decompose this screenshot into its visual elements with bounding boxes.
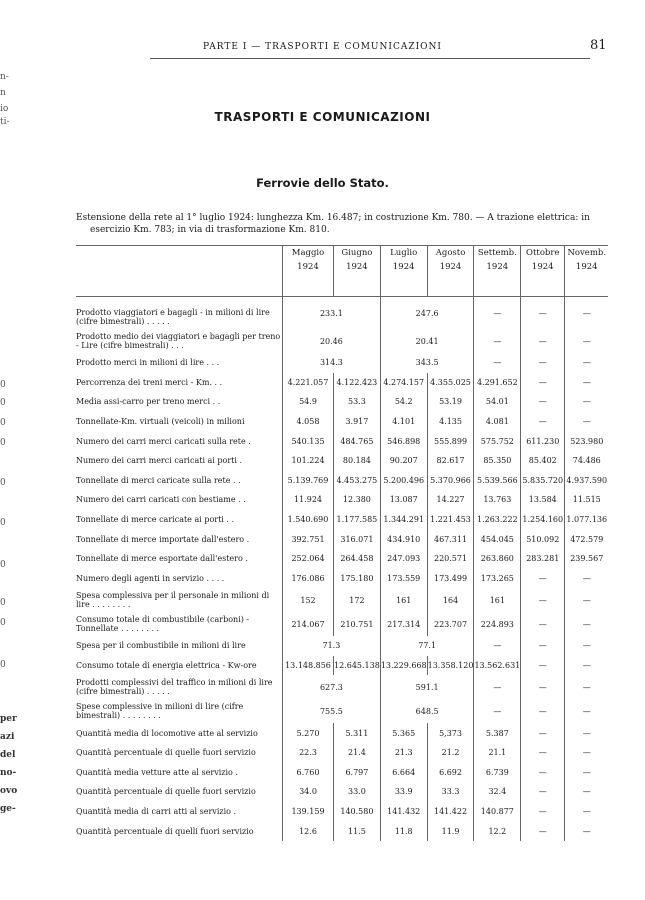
margin-fragment: del — [0, 750, 16, 760]
row-label: Tonnellate-Km. virtuali (veicoli) in milioni — [76, 417, 245, 427]
value-cell: 210.751 — [334, 612, 381, 636]
table-row — [76, 699, 608, 723]
value-cell: 139.159 — [283, 802, 334, 822]
value-cell: 13.358.120 — [427, 656, 474, 676]
value-cell: — — [521, 588, 565, 612]
row-label: Tonnellate di merce esportate dall'estero . — [76, 554, 248, 564]
value-cell: 4.101 — [380, 412, 427, 432]
value-cell: 3.917 — [334, 412, 381, 432]
table-row — [76, 636, 608, 656]
value-cell: 454.045 — [474, 529, 521, 549]
value-cell: — — [521, 699, 565, 723]
column-header — [427, 246, 474, 297]
value-cell: — — [521, 329, 565, 353]
value-cell: 11.5 — [334, 821, 381, 841]
value-cell: 264.458 — [334, 549, 381, 569]
value-cell: 4.937.590 — [565, 471, 609, 491]
value-cell: 11.515 — [565, 490, 609, 510]
value-cell: 101.224 — [283, 451, 334, 471]
value-cell: 5.387 — [474, 723, 521, 743]
table-row — [76, 612, 608, 636]
value-cell: 161 — [474, 588, 521, 612]
value-cell: — — [565, 392, 609, 412]
margin-fragment: 0 — [0, 598, 6, 608]
value-cell: 214.067 — [283, 612, 334, 636]
margin-fragment: n- — [0, 72, 9, 82]
value-cell: 472.579 — [565, 529, 609, 549]
value-cell: — — [521, 821, 565, 841]
column-header — [565, 246, 609, 297]
value-cell: 555.899 — [427, 431, 474, 451]
table-body — [76, 297, 608, 841]
value-cell: 4.122.423 — [334, 373, 381, 393]
value-cell: 4.453.275 — [334, 471, 381, 491]
value-cell: 5,373 — [427, 723, 474, 743]
table-header-row — [76, 246, 608, 297]
value-cell: — — [565, 588, 609, 612]
column-year: 1924 — [439, 262, 462, 272]
table-row — [76, 802, 608, 822]
value-cell: 173.499 — [427, 569, 474, 589]
row-label: Numero degli agenti in servizio . . . . — [76, 573, 225, 583]
intro-line-1: Estensione della rete al 1° luglio 1924: lunghezza Km. 16.487; in costruzione Km. 780. — A trazione elettrica: in — [76, 213, 590, 223]
bimonthly-value-cell: 591.1 — [380, 675, 474, 699]
bimonthly-value-cell: 247.6 — [380, 297, 474, 330]
bimonthly-value-cell: 20.46 — [283, 329, 381, 353]
value-cell: — — [521, 675, 565, 699]
value-cell: 140.877 — [474, 802, 521, 822]
value-cell: 1.263.222 — [474, 510, 521, 530]
value-cell: 484.765 — [334, 431, 381, 451]
row-label: Tonnellate di merce importate dall'estero . — [76, 534, 250, 544]
intro-line-2: esercizio Km. 783; in via di trasformazione Km. 810. — [90, 225, 330, 235]
value-cell: 546.898 — [380, 431, 427, 451]
row-label: Spesa complessiva per il personale in milioni di lire . . . . . . . . — [76, 591, 270, 610]
value-cell: 316.071 — [334, 529, 381, 549]
column-year: 1924 — [486, 262, 509, 272]
value-cell: 4.355.025 — [427, 373, 474, 393]
margin-fragment: ovo — [0, 786, 18, 796]
value-cell: — — [565, 699, 609, 723]
value-cell: 392.751 — [283, 529, 334, 549]
value-cell: — — [565, 802, 609, 822]
value-cell: 54.2 — [380, 392, 427, 412]
value-cell: 540.135 — [283, 431, 334, 451]
row-label: Spesa per il combustibile in milioni di lire — [76, 641, 246, 651]
value-cell: 5.370.966 — [427, 471, 474, 491]
value-cell: 4.274.157 — [380, 373, 427, 393]
value-cell: 1.254.160 — [521, 510, 565, 530]
value-cell: 13.562.631 — [474, 656, 521, 676]
value-cell: 12.380 — [334, 490, 381, 510]
table-row — [76, 431, 608, 451]
value-cell: 13.763 — [474, 490, 521, 510]
value-cell: 4.058 — [283, 412, 334, 432]
table-row — [76, 297, 608, 330]
table-row — [76, 329, 608, 353]
intro-paragraph — [76, 212, 606, 236]
bimonthly-value-cell: 71.3 — [283, 636, 381, 656]
column-month: Luglio — [390, 248, 418, 258]
value-cell: — — [474, 329, 521, 353]
value-cell: 1.221.453 — [427, 510, 474, 530]
value-cell: 5.139.769 — [283, 471, 334, 491]
row-label: Consumo totale di combustibile (carboni) - Tonnellate . . . . . . . . — [76, 615, 250, 634]
value-cell: 6.760 — [283, 763, 334, 783]
value-cell: 575.752 — [474, 431, 521, 451]
bimonthly-value-cell: 755.5 — [283, 699, 381, 723]
value-cell: 6.664 — [380, 763, 427, 783]
table-row — [76, 675, 608, 699]
margin-fragment: io — [0, 104, 9, 114]
value-cell: 5.270 — [283, 723, 334, 743]
table-row — [76, 510, 608, 530]
value-cell: 5.835.720 — [521, 471, 565, 491]
value-cell: — — [565, 636, 609, 656]
value-cell: 21.3 — [380, 743, 427, 763]
value-cell: — — [565, 723, 609, 743]
value-cell: — — [521, 743, 565, 763]
value-cell: 12.645.138 — [334, 656, 381, 676]
bimonthly-value-cell: 343.5 — [380, 353, 474, 373]
value-cell: — — [565, 656, 609, 676]
row-label: Prodotto merci in milioni di lire . . . — [76, 358, 220, 368]
table-row — [76, 471, 608, 491]
column-header — [474, 246, 521, 297]
value-cell: 54.9 — [283, 392, 334, 412]
row-label: Tonnellate di merci caricate sulla rete . . — [76, 475, 241, 485]
value-cell: 172 — [334, 588, 381, 612]
value-cell: — — [521, 412, 565, 432]
value-cell: 141.422 — [427, 802, 474, 822]
value-cell: 11.924 — [283, 490, 334, 510]
value-cell: — — [565, 743, 609, 763]
value-cell: 224.893 — [474, 612, 521, 636]
value-cell: 11.9 — [427, 821, 474, 841]
value-cell: 523.980 — [565, 431, 609, 451]
row-label: Prodotto medio dei viaggiatori e bagagli per treno - Lire (cifre bimestrali) . . . — [76, 332, 281, 350]
value-cell: 4.221.057 — [283, 373, 334, 393]
margin-fragment: 0 — [0, 618, 6, 628]
value-cell: — — [521, 782, 565, 802]
label-header-cell — [76, 246, 283, 297]
value-cell: 5.365 — [380, 723, 427, 743]
value-cell: — — [521, 569, 565, 589]
table-row — [76, 782, 608, 802]
value-cell: 611.230 — [521, 431, 565, 451]
value-cell: 34.0 — [283, 782, 334, 802]
column-header — [334, 246, 381, 297]
margin-fragment: 0 — [0, 398, 6, 408]
table-row — [76, 549, 608, 569]
table-row — [76, 588, 608, 612]
value-cell: — — [521, 297, 565, 330]
value-cell: 173.265 — [474, 569, 521, 589]
value-cell: 33.0 — [334, 782, 381, 802]
table-row — [76, 743, 608, 763]
row-label: Quantità media di carri atti al servizio . — [76, 806, 237, 816]
table-row — [76, 353, 608, 373]
table-row — [76, 821, 608, 841]
value-cell: 6.692 — [427, 763, 474, 783]
value-cell: 220.571 — [427, 549, 474, 569]
value-cell: 14.227 — [427, 490, 474, 510]
row-label: Tonnellate di merce caricate ai porti . . — [76, 515, 235, 525]
table-row — [76, 723, 608, 743]
value-cell: 1.177.585 — [334, 510, 381, 530]
value-cell: 4.081 — [474, 412, 521, 432]
value-cell: — — [565, 763, 609, 783]
row-label: Percorrenza dei treni merci - Km. . . — [76, 377, 223, 387]
value-cell: 13.087 — [380, 490, 427, 510]
value-cell: 21.2 — [427, 743, 474, 763]
bimonthly-value-cell: 314.3 — [283, 353, 381, 373]
column-month: Maggio — [291, 248, 325, 258]
margin-fragment: per — [0, 714, 17, 724]
column-header — [380, 246, 427, 297]
value-cell: 33.9 — [380, 782, 427, 802]
value-cell: — — [521, 802, 565, 822]
value-cell: — — [474, 297, 521, 330]
margin-fragment: 0 — [0, 478, 6, 488]
value-cell: — — [521, 723, 565, 743]
margin-fragment: 0 — [0, 418, 6, 428]
value-cell: 12.2 — [474, 821, 521, 841]
value-cell: — — [521, 392, 565, 412]
column-month: Settemb. — [477, 248, 517, 258]
margin-fragment: 0 — [0, 660, 6, 670]
value-cell: 4.135 — [427, 412, 474, 432]
value-cell: 1.077.136 — [565, 510, 609, 530]
value-cell: 6.797 — [334, 763, 381, 783]
section-title: Ferrovie dello Stato. — [256, 176, 389, 190]
value-cell: 74.486 — [565, 451, 609, 471]
row-label: Consumo totale di energia elettrica - Kw-ore — [76, 661, 257, 671]
row-label: Media assi-carro per treno merci . . — [76, 397, 221, 407]
value-cell: — — [474, 353, 521, 373]
value-cell: 173.559 — [380, 569, 427, 589]
table-row — [76, 451, 608, 471]
value-cell: — — [474, 636, 521, 656]
row-label: Prodotti complessivi del traffico in milioni di lire (cifre bimestrali) . . . . . — [76, 678, 273, 697]
column-year: 1924 — [346, 262, 368, 272]
value-cell: — — [565, 569, 609, 589]
value-cell: 164 — [427, 588, 474, 612]
margin-fragment: 0 — [0, 380, 6, 390]
statistics-table — [76, 245, 608, 841]
page-title: TRASPORTI E COMUNICAZIONI — [214, 110, 431, 124]
value-cell: 217.314 — [380, 612, 427, 636]
value-cell: 176.086 — [283, 569, 334, 589]
value-cell: 85.402 — [521, 451, 565, 471]
table-row — [76, 569, 608, 589]
margin-fragment: ge- — [0, 804, 16, 814]
row-label: Quantità percentuale di quelle fuori servizio — [76, 748, 256, 758]
margin-fragment: n — [0, 88, 6, 98]
value-cell: 13.148.856 — [283, 656, 334, 676]
row-label: Quantità media di locomotive atte al servizio — [76, 728, 258, 738]
value-cell: 90.207 — [380, 451, 427, 471]
value-cell: 247.093 — [380, 549, 427, 569]
value-cell: 85.350 — [474, 451, 521, 471]
value-cell: 263.860 — [474, 549, 521, 569]
margin-fragment: 0 — [0, 438, 6, 448]
row-label: Numero dei carri merci caricati sulla rete . — [76, 436, 251, 446]
column-year: 1924 — [531, 262, 554, 272]
value-cell: 53.3 — [334, 392, 381, 412]
row-label: Quantità percentuale di quelli fuori servizio — [76, 826, 254, 836]
value-cell: 434.910 — [380, 529, 427, 549]
value-cell: — — [521, 636, 565, 656]
value-cell: 13.229.668 — [380, 656, 427, 676]
value-cell: — — [521, 353, 565, 373]
value-cell: — — [521, 763, 565, 783]
value-cell: — — [521, 656, 565, 676]
value-cell: — — [565, 821, 609, 841]
value-cell: 54.01 — [474, 392, 521, 412]
value-cell: 21.1 — [474, 743, 521, 763]
column-month: Agosto — [435, 248, 466, 258]
value-cell: — — [565, 353, 609, 373]
value-cell: 82.617 — [427, 451, 474, 471]
value-cell: — — [565, 297, 609, 330]
value-cell: — — [521, 373, 565, 393]
value-cell: 283.281 — [521, 549, 565, 569]
value-cell: 12.6 — [283, 821, 334, 841]
value-cell: 152 — [283, 588, 334, 612]
table-row — [76, 373, 608, 393]
margin-fragment: no- — [0, 768, 17, 778]
value-cell: 21.4 — [334, 743, 381, 763]
value-cell: — — [565, 675, 609, 699]
column-year: 1924 — [392, 262, 415, 272]
value-cell: — — [565, 412, 609, 432]
value-cell: 1.540.690 — [283, 510, 334, 530]
value-cell: — — [474, 699, 521, 723]
table-row — [76, 763, 608, 783]
running-header: PARTE I — TRASPORTI E COMUNICAZIONI — [203, 42, 442, 52]
column-year: 1924 — [297, 262, 319, 272]
value-cell: 467.311 — [427, 529, 474, 549]
bimonthly-value-cell: 627.3 — [283, 675, 381, 699]
value-cell: 141.432 — [380, 802, 427, 822]
value-cell: 223.707 — [427, 612, 474, 636]
value-cell: 11.8 — [380, 821, 427, 841]
value-cell: 80.184 — [334, 451, 381, 471]
value-cell: — — [565, 373, 609, 393]
value-cell: 510.092 — [521, 529, 565, 549]
value-cell: 6.739 — [474, 763, 521, 783]
table-row — [76, 529, 608, 549]
margin-fragment: 0 — [0, 560, 6, 570]
value-cell: — — [565, 329, 609, 353]
value-cell: 33.3 — [427, 782, 474, 802]
value-cell: 252.064 — [283, 549, 334, 569]
column-header — [521, 246, 565, 297]
table-row — [76, 412, 608, 432]
value-cell: 5.539.566 — [474, 471, 521, 491]
value-cell: 161 — [380, 588, 427, 612]
header-rule — [150, 58, 590, 59]
row-label: Quantità percentuale di quelle fuori servizio — [76, 787, 256, 797]
column-month: Giugno — [341, 248, 373, 258]
value-cell: 239.567 — [565, 549, 609, 569]
bimonthly-value-cell: 648.5 — [380, 699, 474, 723]
margin-fragment: azi — [0, 732, 15, 742]
page-number: 81 — [590, 38, 607, 53]
value-cell: 5.311 — [334, 723, 381, 743]
table-row — [76, 656, 608, 676]
value-cell: — — [565, 782, 609, 802]
value-cell: 13.584 — [521, 490, 565, 510]
value-cell: 22.3 — [283, 743, 334, 763]
value-cell: 140.580 — [334, 802, 381, 822]
value-cell: 5.200.496 — [380, 471, 427, 491]
value-cell: — — [521, 612, 565, 636]
margin-fragment: 0 — [0, 518, 6, 528]
value-cell: 4.291.652 — [474, 373, 521, 393]
value-cell: — — [474, 675, 521, 699]
row-label: Numero dei carri caricati con bestiame . . — [76, 495, 246, 505]
value-cell: 32.4 — [474, 782, 521, 802]
row-label: Prodotto viaggiatori e bagagli - in milioni di lire (cifre bimestrali) . . . . . — [76, 308, 270, 326]
row-label: Quantità media vetture atte al servizio . — [76, 767, 238, 777]
value-cell: 175.180 — [334, 569, 381, 589]
column-header — [283, 246, 334, 297]
row-label: Numero dei carri merci caricati ai porti . — [76, 456, 243, 466]
column-month: Novemb. — [567, 248, 607, 258]
bimonthly-value-cell: 20.41 — [380, 329, 474, 353]
value-cell: 53.19 — [427, 392, 474, 412]
table-row — [76, 490, 608, 510]
column-year: 1924 — [575, 262, 598, 272]
bimonthly-value-cell: 233.1 — [283, 297, 381, 330]
column-month: Ottobre — [526, 248, 560, 258]
table-row — [76, 392, 608, 412]
value-cell: — — [565, 612, 609, 636]
bimonthly-value-cell: 77.1 — [380, 636, 474, 656]
value-cell: 1.344.291 — [380, 510, 427, 530]
row-label: Spese complessive in milioni di lire (cifre bimestrali) . . . . . . . . — [76, 702, 244, 721]
margin-fragment: ti- — [0, 117, 10, 127]
